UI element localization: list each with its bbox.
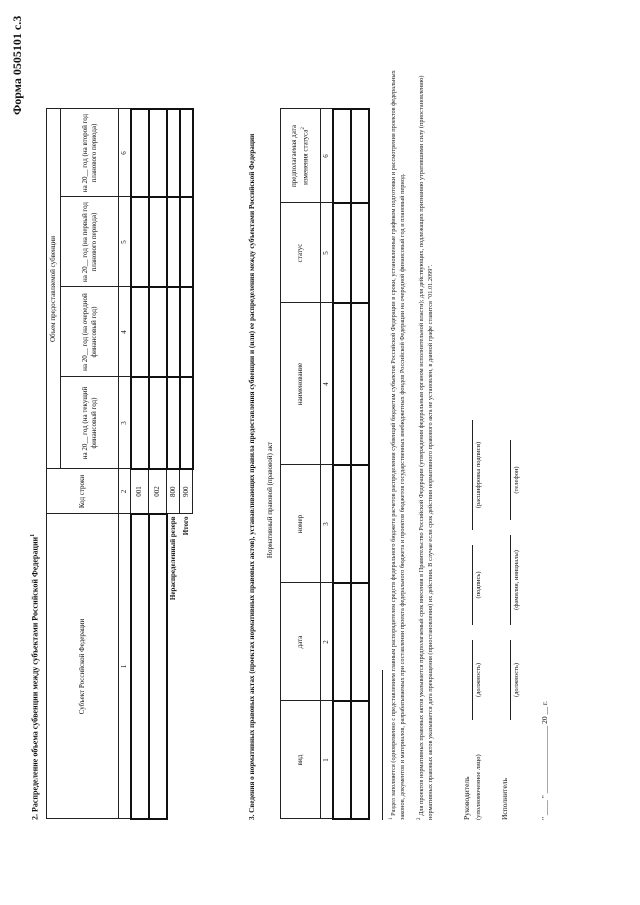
s3-cell[interactable]: [333, 303, 351, 465]
section3-title: 3. Сведения о нормативных правовых актах (проектах нормативных правовых актов), устанавливающих правила предоставления субвенции и (или) ее распределения между субъектами Российской Федерации: [248, 133, 256, 820]
s2-num: 4: [119, 287, 131, 377]
s3-cell[interactable]: [333, 583, 351, 701]
s2-head-current: на 20__ год (на текущий финансовый год): [61, 377, 119, 469]
s3-num: 5: [321, 203, 333, 303]
s2-cell-value[interactable]: [167, 287, 180, 377]
s2-cell-subject[interactable]: [131, 514, 149, 819]
footnote-2: [416, 65, 435, 820]
table-row: [149, 109, 167, 819]
s3-head-status: статус: [281, 203, 321, 303]
table-row: [167, 109, 180, 819]
s2-num: 5: [119, 197, 131, 287]
head-sub: (уполномоченное лицо): [475, 754, 482, 820]
s3-cell[interactable]: [333, 203, 351, 303]
head-decoding-caption: (расшифровка подписи): [475, 441, 482, 509]
head-signature-caption: (подпись): [475, 571, 482, 599]
s2-cell-value[interactable]: [167, 377, 180, 469]
s3-num: 6: [321, 109, 333, 203]
footnote-2-text: Для проектов нормативных правовых актов указывается предполагаемый срок внесения в Правительство Российской Федерации (утверждения федеральным органом исполнительной власти); для действующих, подлежащих признанию утратившими силу (приостановлению) нормативных правовых актов указывается дата прекращения (приостановления) их действия. В случае если срок действия нормативного правового акта не установлен, в данной графе ставится "01.01.2099".: [418, 75, 434, 820]
executor-phone-caption: (телефон): [513, 466, 520, 494]
section2-table: [46, 108, 194, 820]
s2-reserve-label: Нераспределенный резерв: [169, 516, 177, 601]
table-row: [351, 109, 369, 819]
footnote-2-sup: 2: [417, 817, 422, 820]
s2-head-next: на 20__ год (на очередной финансовый год): [61, 287, 119, 377]
head-label: Руководитель: [462, 776, 471, 820]
s3-head-type: вид: [281, 701, 321, 819]
head-position-line[interactable]: [472, 640, 473, 720]
s2-cell-value[interactable]: [131, 197, 149, 287]
s2-cell-value[interactable]: [149, 197, 167, 287]
s3-head-date: дата: [281, 583, 321, 701]
executor-name-line[interactable]: [510, 535, 511, 625]
executor-phone-line[interactable]: [510, 440, 511, 520]
s2-head-second: на 20__ год (на второй год планового периода): [61, 109, 119, 197]
section2-title-sup: 1: [30, 533, 36, 537]
footnote-1: [388, 65, 407, 820]
s2-head-volume: Объем предоставляемой субвенции: [47, 109, 61, 469]
s2-cell-value[interactable]: [167, 109, 180, 197]
s3-cell[interactable]: [351, 465, 369, 583]
s3-num: 2: [321, 583, 333, 701]
head-signature-line[interactable]: [472, 545, 473, 625]
footnote-1-sup: 1: [389, 817, 394, 820]
executor-position-line[interactable]: [510, 640, 511, 720]
s2-cell-value[interactable]: [180, 377, 193, 469]
s3-cell[interactable]: [351, 109, 369, 203]
date-line[interactable]: " ____ " __________________ 20 __ г.: [540, 701, 549, 820]
section2-title-text: 2. Распределение объема субвенции между субъектами Российской Федерации: [30, 536, 40, 820]
s3-num: 3: [321, 465, 333, 583]
s2-cell-value[interactable]: [180, 109, 193, 197]
s2-num: 2: [119, 469, 131, 514]
s2-cell-value[interactable]: [180, 287, 193, 377]
s2-head-first: на 20__ год (на первый год планового периода): [61, 197, 119, 287]
s3-head-planned-sup: 2: [301, 127, 307, 130]
s2-cell-value[interactable]: [180, 197, 193, 287]
s2-total-label: Итого: [181, 516, 190, 536]
s3-cell[interactable]: [333, 465, 351, 583]
s3-cell[interactable]: [333, 109, 351, 203]
s3-cell[interactable]: [351, 303, 369, 465]
s2-cell-code: 001: [131, 469, 149, 514]
section2-title: [30, 534, 40, 820]
s2-cell-value[interactable]: [149, 377, 167, 469]
s3-head-name: наименование: [281, 303, 321, 465]
table-row: [180, 109, 193, 819]
table-row: [131, 109, 149, 819]
s2-head-subject: Субъект Российской Федерации: [47, 514, 119, 819]
s3-act-head: Нормативный правовой (правовой) акт: [266, 441, 274, 559]
s2-cell-value[interactable]: [131, 377, 149, 469]
s2-cell-value[interactable]: [131, 287, 149, 377]
s2-num: 3: [119, 377, 131, 469]
s3-cell[interactable]: [351, 583, 369, 701]
executor-label: Исполнитель: [500, 778, 509, 820]
s2-cell-value[interactable]: [131, 109, 149, 197]
s3-num: 1: [321, 701, 333, 819]
s2-num: 1: [119, 514, 131, 819]
s3-cell[interactable]: [351, 203, 369, 303]
s3-cell[interactable]: [333, 701, 351, 819]
s2-cell-value[interactable]: [167, 197, 180, 287]
head-position-caption: (должность): [475, 662, 482, 698]
s2-total-code: 900: [180, 469, 193, 514]
executor-name-caption: (фамилия, инициалы): [513, 550, 520, 610]
head-decoding-line[interactable]: [472, 420, 473, 530]
section3-table: [280, 108, 370, 820]
executor-position-caption: (должность): [513, 662, 520, 698]
s2-cell-code: 002: [149, 469, 167, 514]
s2-cell-value[interactable]: [149, 287, 167, 377]
s2-head-code: Код строки: [47, 469, 119, 514]
form-code: Форма 0505101 с.3: [10, 15, 24, 115]
s3-head-planned-text: предполагаемая дата изменения статуса: [290, 125, 310, 187]
s3-cell[interactable]: [351, 701, 369, 819]
s2-num: 6: [119, 109, 131, 197]
footnote-1-text: Раздел заполняется (одновременно с представлением главным распорядителем средств федерального бюджета расчетов распределения субвенций бюджетам субъектов Российской Федерации в сроки, установленные графиком подготовки и рассмотрения проектов федеральных законов, документов и материалов, разрабатываемых при составлении проекта федерального бюджета и проектов бюджетов государственных внебюджетных фондов Российской Федерации на очередной финансовый год и плановый период.: [390, 70, 406, 820]
table-row: [333, 109, 351, 819]
s2-cell-subject[interactable]: [149, 514, 167, 819]
footnote-separator: [382, 670, 383, 820]
s3-head-number: номер: [281, 465, 321, 583]
s2-cell-value[interactable]: [149, 109, 167, 197]
s3-num: 4: [321, 303, 333, 465]
s2-reserve-code: 800: [167, 469, 180, 514]
s3-head-planned: [281, 109, 321, 203]
